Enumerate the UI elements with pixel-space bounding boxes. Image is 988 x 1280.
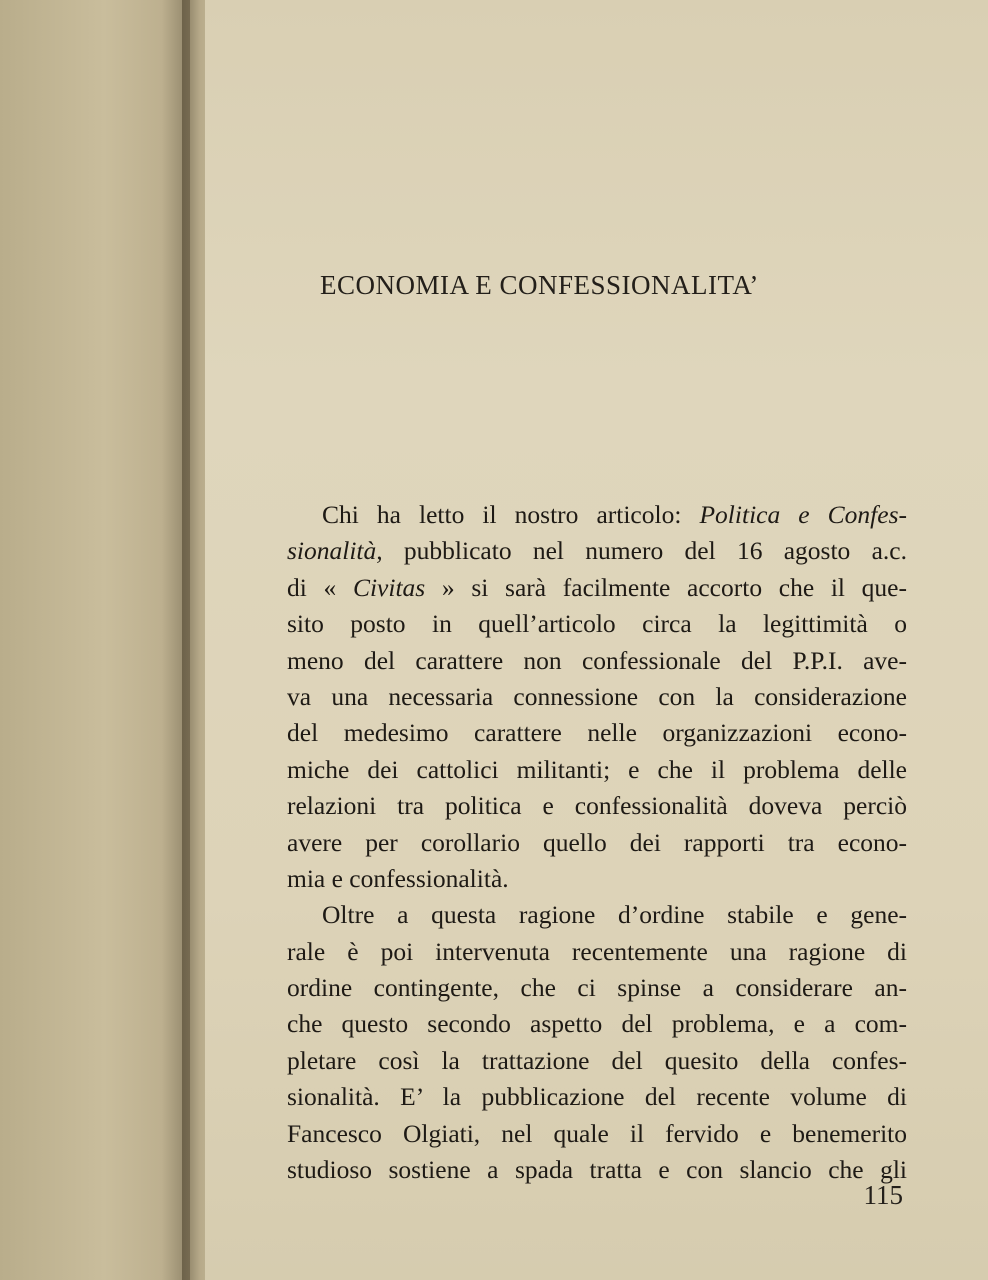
journal-name-italic: Civitas <box>352 572 426 602</box>
paragraph-2-line-5: pletare così la trattazione del quesito della confes- <box>287 1045 907 1075</box>
paragraph-2-line-7: Fancesco Olgiati, nel quale il fervido e benemerito <box>287 1118 907 1148</box>
paragraph-1-line-11: mia e confessionalità. <box>287 863 509 893</box>
page-number: 115 <box>863 1180 903 1210</box>
paragraph-1-line-7: del medesimo carattere nelle organizzazioni econo- <box>287 718 907 748</box>
article-title-italic-cont: sionalità, <box>287 536 383 566</box>
previous-page-edge <box>0 0 190 1280</box>
paragraph-2-line-3: ordine contingente, che ci spinse a considerare an- <box>287 973 907 1003</box>
paragraph-2-line-1: Oltre a questa ragione d’ordine stabile e gene- <box>322 900 907 930</box>
book-page <box>205 0 988 1280</box>
paragraph-2-line-2: rale è poi intervenuta recentemente una ragione di <box>287 936 907 966</box>
paragraph-1-line-8: miche dei cattolici militanti; e che il problema delle <box>287 754 907 784</box>
paragraph-1-line-10: avere per corollario quello dei rapporti tra econo- <box>287 827 907 857</box>
paragraph-1-line-2: sionalità, pubblicato nel numero del 16 agosto a.c. <box>287 536 907 566</box>
paragraph-2-line-6: sionalità. E’ la pubblicazione del recente volume di <box>287 1082 907 1112</box>
paragraph-1-line-1: Chi ha letto il nostro articolo: Politica e Confes- <box>322 500 907 529</box>
article-title-italic: Politica e Confes- <box>699 500 907 529</box>
paragraph-1-line-4: sito posto in quell’articolo circa la legittimità o <box>287 609 907 639</box>
paragraph-2-line-8: studioso sostiene a spada tratta e con slancio che gli <box>287 1155 907 1185</box>
paragraph-2-line-4: che questo secondo aspetto del problema, e a com- <box>287 1009 907 1039</box>
paragraph-1-line-9: relazioni tra politica e confessionalità doveva perciò <box>287 791 907 821</box>
body-text <box>287 497 907 1188</box>
paragraph-1-line-5: meno del carattere non confessionale del P.P.I. ave- <box>287 645 907 675</box>
paragraph-1-line-6: va una necessaria connessione con la considerazione <box>287 681 907 711</box>
chapter-title: ECONOMIA E CONFESSIONALITA’ <box>320 270 759 300</box>
paragraph-1-line-3: di « Civitas » si sarà facilmente accorto che il que- <box>287 572 907 602</box>
previous-page-text-fragments <box>0 0 190 1280</box>
